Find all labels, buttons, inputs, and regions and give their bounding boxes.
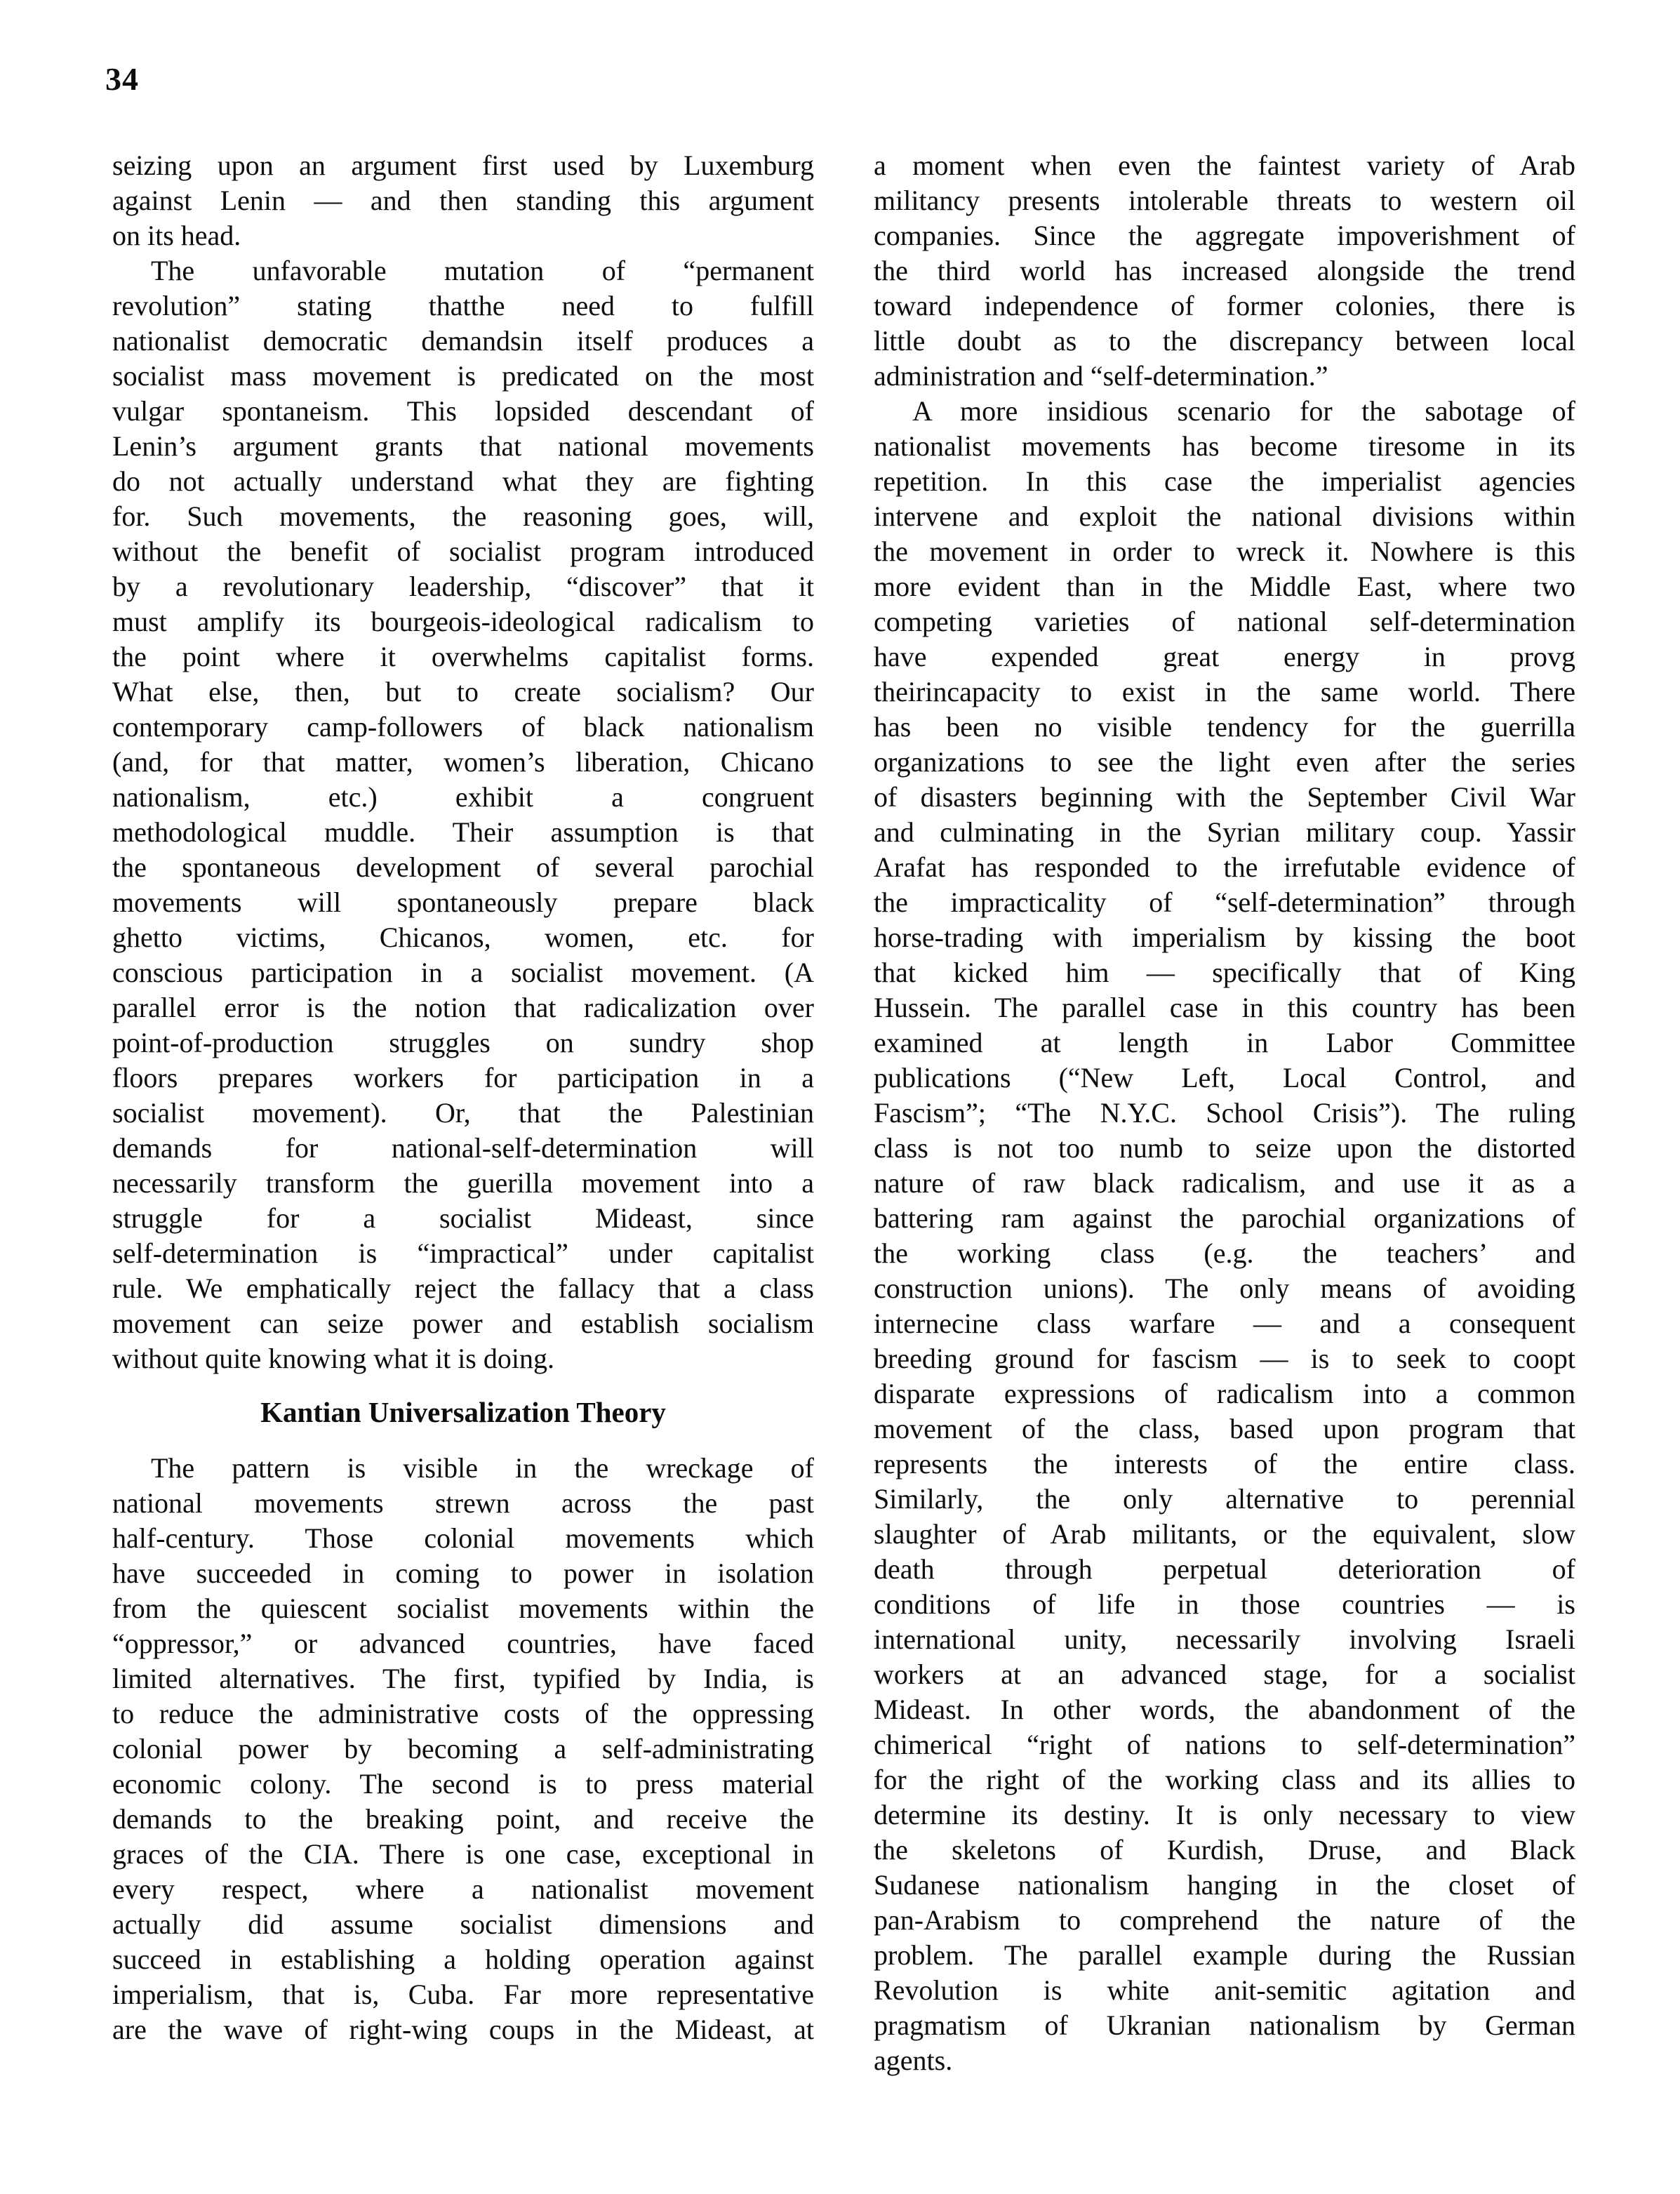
text-line: the working class (e.g. the teachers’ and	[874, 1237, 1575, 1269]
text-line: do not actually understand what they are fighting	[112, 465, 814, 497]
text-line: graces of the CIA. There is one case, exceptional in	[112, 1838, 814, 1870]
text-line: national movements strewn across the past	[112, 1487, 814, 1519]
section-heading: Kantian Universalization Theory	[260, 1396, 666, 1428]
text-line: colonial power by becoming a self-administrating	[112, 1733, 814, 1764]
text-line: international unity, necessarily involving Israeli	[874, 1623, 1575, 1655]
text-line: workers at an advanced stage, for a socialist	[874, 1658, 1575, 1690]
text-line: conscious participation in a socialist movement. (A	[112, 957, 814, 988]
text-line: a moment when even the faintest variety of Arab	[874, 149, 1575, 181]
text-line: to reduce the administrative costs of the oppressing	[112, 1698, 814, 1729]
text-line: that kicked him — specifically that of King	[874, 957, 1575, 988]
text-line: breeding ground for fascism — is to seek to coopt	[874, 1343, 1575, 1374]
text-line: repetition. In this case the imperialist agencies	[874, 465, 1575, 497]
text-line: examined at length in Labor Committee	[874, 1027, 1575, 1058]
text-line: movements will spontaneously prepare black	[112, 886, 814, 918]
text-line: by a revolutionary leadership, “discover” that it	[112, 571, 814, 602]
text-line: militancy presents intolerable threats to western oil	[874, 185, 1575, 216]
text-line: vulgar spontaneism. This lopsided descendant of	[112, 395, 814, 427]
text-line: necessarily transform the guerilla movement into a	[112, 1167, 814, 1199]
text-line: are the wave of right-wing coups in the Mideast, at	[112, 2014, 814, 2045]
text-line: A more insidious scenario for the sabotage of	[912, 395, 1575, 427]
right-column	[874, 148, 1575, 2078]
text-line: Similarly, the only alternative to perennial	[874, 1483, 1575, 1515]
text-line: toward independence of former colonies, there is	[874, 290, 1575, 321]
text-line: The pattern is visible in the wreckage of	[151, 1452, 814, 1484]
text-line: have succeeded in coming to power in isolation	[112, 1557, 814, 1589]
text-line: ghetto victims, Chicanos, women, etc. for	[112, 922, 814, 953]
text-line: economic colony. The second is to press material	[112, 1768, 814, 1800]
text-line: theirincapacity to exist in the same world. There	[874, 676, 1575, 707]
text-line: the skeletons of Kurdish, Druse, and Black	[874, 1834, 1575, 1866]
text-line: horse-trading with imperialism by kissing the boot	[874, 922, 1575, 953]
text-line: for. Such movements, the reasoning goes, will,	[112, 500, 814, 532]
text-line: movement can seize power and establish socialism	[112, 1308, 814, 1339]
text-line: represents the interests of the entire class.	[874, 1448, 1575, 1480]
text-line: half-century. Those colonial movements which	[112, 1522, 814, 1554]
text-line: nature of raw black radicalism, and use it as a	[874, 1167, 1575, 1199]
text-line: every respect, where a nationalist movement	[112, 1873, 814, 1905]
text-line: chimerical “right of nations to self-determination”	[874, 1729, 1575, 1760]
text-line: problem. The parallel example during the Russian	[874, 1939, 1575, 1971]
text-line: of disasters beginning with the September Civil War	[874, 781, 1575, 813]
text-line: What else, then, but to create socialism? Our	[112, 676, 814, 707]
text-line: seizing upon an argument first used by Luxemburg	[112, 149, 814, 181]
paragraph	[874, 148, 1575, 394]
text-line: must amplify its bourgeois-ideological radicalism to	[112, 606, 814, 637]
text-line: Sudanese nationalism hanging in the closet of	[874, 1869, 1575, 1901]
text-line: the third world has increased alongside the trend	[874, 255, 1575, 286]
text-line: movement of the class, based upon program that	[874, 1413, 1575, 1444]
paragraph	[874, 394, 1575, 2078]
text-line: actually did assume socialist dimensions and	[112, 1908, 814, 1940]
text-line: intervene and exploit the national divisions within	[874, 500, 1575, 532]
text-line: parallel error is the notion that radicalization over	[112, 992, 814, 1023]
text-line: pragmatism of Ukranian nationalism by German	[874, 2009, 1575, 2041]
left-column	[112, 148, 814, 2047]
text-line: companies. Since the aggregate impoverishment of	[874, 220, 1575, 251]
text-line: death through perpetual deterioration of	[874, 1553, 1575, 1585]
text-line: agents.	[874, 2045, 953, 2076]
text-line: administration and “self-determination.”	[874, 360, 1328, 392]
text-line: The unfavorable mutation of “permanent	[151, 255, 814, 286]
text-line: slaughter of Arab militants, or the equivalent, slow	[874, 1518, 1575, 1550]
text-line: nationalist democratic demandsin itself produces a	[112, 325, 814, 357]
page-number: 34	[105, 61, 139, 97]
text-line: conditions of life in those countries — is	[874, 1588, 1575, 1620]
text-line: disparate expressions of radicalism into a common	[874, 1378, 1575, 1409]
text-line: the point where it overwhelms capitalist forms.	[112, 641, 814, 672]
text-line: the spontaneous development of several parochial	[112, 851, 814, 883]
text-line: socialist mass movement is predicated on the most	[112, 360, 814, 392]
text-line: floors prepares workers for participation in a	[112, 1062, 814, 1093]
text-line: pan-Arabism to comprehend the nature of the	[874, 1904, 1575, 1936]
text-line: imperialism, that is, Cuba. Far more representative	[112, 1979, 814, 2010]
text-line: methodological muddle. Their assumption is that	[112, 816, 814, 848]
text-line: limited alternatives. The first, typified by India, is	[112, 1663, 814, 1694]
text-line: organizations to see the light even after the series	[874, 746, 1575, 778]
text-line: point-of-production struggles on sundry shop	[112, 1027, 814, 1058]
text-line: on its head.	[112, 220, 241, 251]
text-line: against Lenin — and then standing this argument	[112, 185, 814, 216]
text-line: (and, for that matter, women’s liberation, Chicano	[112, 746, 814, 778]
paragraph	[112, 253, 814, 1376]
text-line: Hussein. The parallel case in this country has been	[874, 992, 1575, 1023]
text-line: without the benefit of socialist program introduced	[112, 536, 814, 567]
text-line: determine its destiny. It is only necessary to view	[874, 1799, 1575, 1830]
text-line: “oppressor,” or advanced countries, have faced	[112, 1628, 814, 1659]
text-line: publications (“New Left, Local Control, and	[874, 1062, 1575, 1093]
text-line: succeed in establishing a holding operation against	[112, 1943, 814, 1975]
text-line: and culminating in the Syrian military coup. Yassir	[874, 816, 1575, 848]
text-line: the impracticality of “self-determination” through	[874, 886, 1575, 918]
text-line: more evident than in the Middle East, where two	[874, 571, 1575, 602]
text-line: Fascism”; “The N.Y.C. School Crisis”). The ruling	[874, 1097, 1575, 1129]
text-line: Arafat has responded to the irrefutable evidence of	[874, 851, 1575, 883]
text-line: demands to the breaking point, and receive the	[112, 1803, 814, 1835]
text-line: internecine class warfare — and a consequent	[874, 1308, 1575, 1339]
text-line: battering ram against the parochial organizations of	[874, 1202, 1575, 1234]
paragraph	[112, 148, 814, 253]
text-line: construction unions). The only means of avoiding	[874, 1272, 1575, 1304]
paragraph	[112, 1451, 814, 2047]
text-line: without quite knowing what it is doing.	[112, 1343, 554, 1374]
text-line: struggle for a socialist Mideast, since	[112, 1202, 814, 1234]
text-line: from the quiescent socialist movements within the	[112, 1593, 814, 1624]
text-line: socialist movement). Or, that the Palestinian	[112, 1097, 814, 1129]
text-line: nationalist movements has become tiresome in its	[874, 430, 1575, 462]
text-line: have expended great energy in provg	[874, 641, 1575, 672]
text-line: nationalism, etc.) exhibit a congruent	[112, 781, 814, 813]
text-line: competing varieties of national self-determination	[874, 606, 1575, 637]
text-line: has been no visible tendency for the guerrilla	[874, 711, 1575, 743]
text-line: demands for national-self-determination will	[112, 1132, 814, 1164]
text-line: rule. We emphatically reject the fallacy that a class	[112, 1272, 814, 1304]
text-line: Mideast. In other words, the abandonment of the	[874, 1694, 1575, 1725]
text-line: self-determination is “impractical” under capitalist	[112, 1237, 814, 1269]
text-line: for the right of the working class and its allies to	[874, 1764, 1575, 1795]
text-line: class is not too numb to seize upon the distorted	[874, 1132, 1575, 1164]
text-line: contemporary camp-followers of black nationalism	[112, 711, 814, 743]
text-line: the movement in order to wreck it. Nowhere is this	[874, 536, 1575, 567]
text-line: Lenin’s argument grants that national movements	[112, 430, 814, 462]
text-line: Revolution is white anit-semitic agitation and	[874, 1974, 1575, 2006]
text-line: revolution” stating thatthe need to fulfill	[112, 290, 814, 321]
text-line: little doubt as to the discrepancy between local	[874, 325, 1575, 357]
